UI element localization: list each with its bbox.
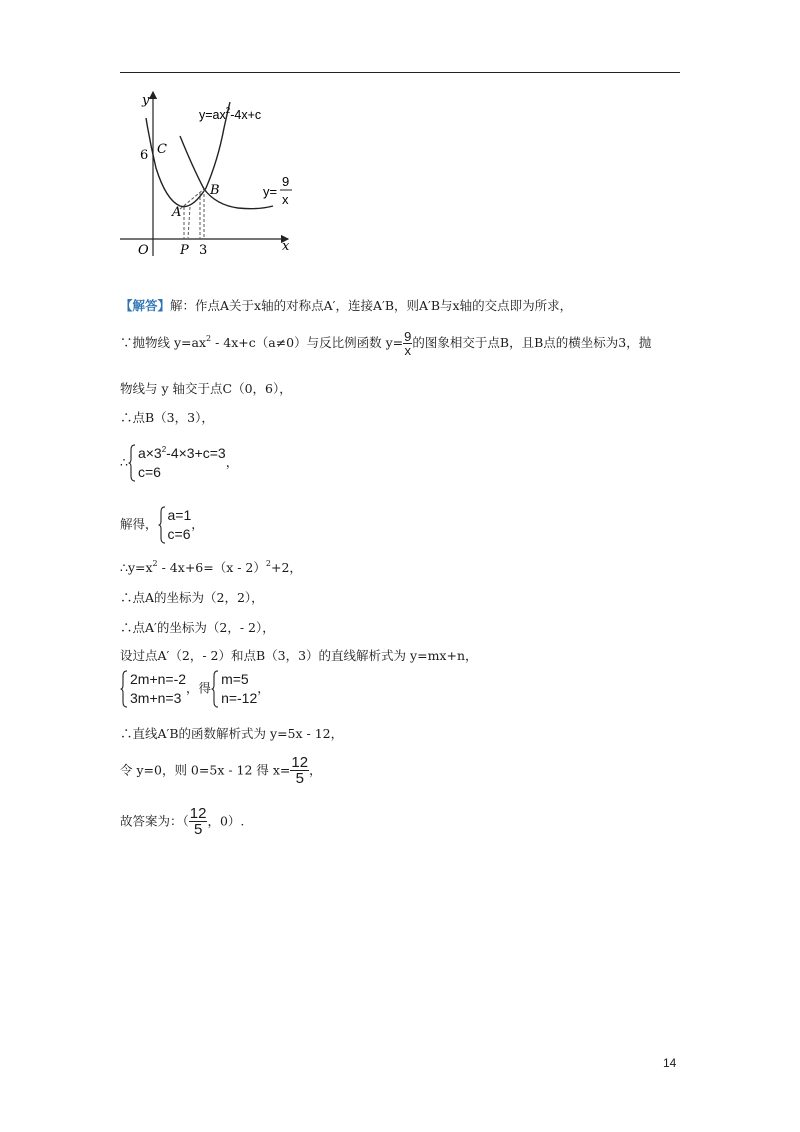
header-rule (120, 72, 680, 73)
solution-line-11: 2m+n=-2 3m+n=3 ，得 m=5 n=-12 ， (120, 670, 270, 708)
fraction-answer: $\frac{12}{5}$ (189, 805, 207, 838)
equation-system-3: 2m+n=-2 3m+n=3 (120, 670, 186, 708)
equation-system-2: a=1 c=6 (158, 506, 192, 544)
axis-y-label: y (142, 93, 150, 108)
solution-line-7: $\therefore y=x^2 - 4x+6=(x - 2)^2+2$， (120, 559, 302, 575)
text-l2b: - 4x+c（a≠0）与反比例函数 y= (211, 335, 404, 350)
brace-icon (158, 506, 166, 544)
parabola-label: $y=ax^2-4x+c$ (199, 106, 262, 122)
dashed-a-p2 (188, 207, 190, 238)
text-l2c: 的图象相交于点B，且B点的横坐标为3，抛 (412, 335, 652, 350)
hyperbola-prefix: y= (263, 184, 278, 199)
origin-label: O (138, 243, 149, 258)
text-l1: 解：作点A关于x轴的对称点A′，连接A′B，则A′B与x轴的交点即为所求， (170, 298, 573, 313)
answer-tag: 【解答】 (120, 298, 171, 313)
solution-line-13: 令 y=0，则 0=5x - 12 得 x= $\frac{12}{5}$ ， (120, 754, 322, 787)
axis-x-label: x (282, 239, 290, 254)
hyperbola-den: x (282, 192, 289, 207)
solution-line-10: 设过点A′（2，- 2）和点B（3，3）的直线解析式为 y=mx+n， (120, 648, 478, 663)
fraction-9-over-x: $\frac{9}{x}$ (404, 329, 412, 358)
solution-line-1 (120, 298, 572, 314)
tick-x-label: 3 (199, 243, 208, 258)
brace-icon (211, 670, 219, 708)
tick-y-label: 6 (140, 148, 149, 163)
graph-svg (118, 88, 298, 260)
solution-line-9: ∴点A′的坐标为（2，- 2）， (120, 620, 275, 635)
page-number: 14 (663, 1056, 677, 1070)
fraction-12-over-5: $\frac{12}{5}$ (291, 754, 309, 787)
solution-line-3: 物线与 y 轴交于点C（0，6）， (120, 381, 292, 396)
equation-system-4: m=5 n=-12 (211, 670, 257, 708)
brace-icon (120, 670, 128, 708)
solution-line-2 (120, 330, 651, 357)
point-p-label: P (180, 243, 189, 258)
exp-l2: 2 (206, 334, 212, 343)
point-c-label: C (157, 142, 167, 157)
hyperbola-num: 9 (282, 174, 290, 189)
text-l2a: ∵抛物线 y=ax (120, 335, 207, 350)
solution-line-8: ∴点A的坐标为（2，2）， (120, 590, 264, 605)
solution-line-5: ∴ $a\times 3^2-4\times 3+c=3$ c=6 ， (120, 445, 239, 480)
point-b-label: B (210, 183, 220, 198)
solution-line-12: ∴直线A′B的函数解析式为 y=5x - 12， (120, 726, 344, 741)
solution-line-6: 解得， a=1 c=6 ， (120, 507, 204, 542)
graph-figure (118, 88, 298, 260)
point-a-label: A (172, 205, 182, 220)
solution-line-14: 故答案为：（ $\frac{12}{5}$ ，0）. (120, 805, 245, 838)
brace-icon (128, 444, 136, 482)
equation-system-1: $a\times 3^2-4\times 3+c=3$ c=6 (128, 444, 226, 482)
solution-line-4: ∴点B（3，3）， (120, 410, 214, 425)
